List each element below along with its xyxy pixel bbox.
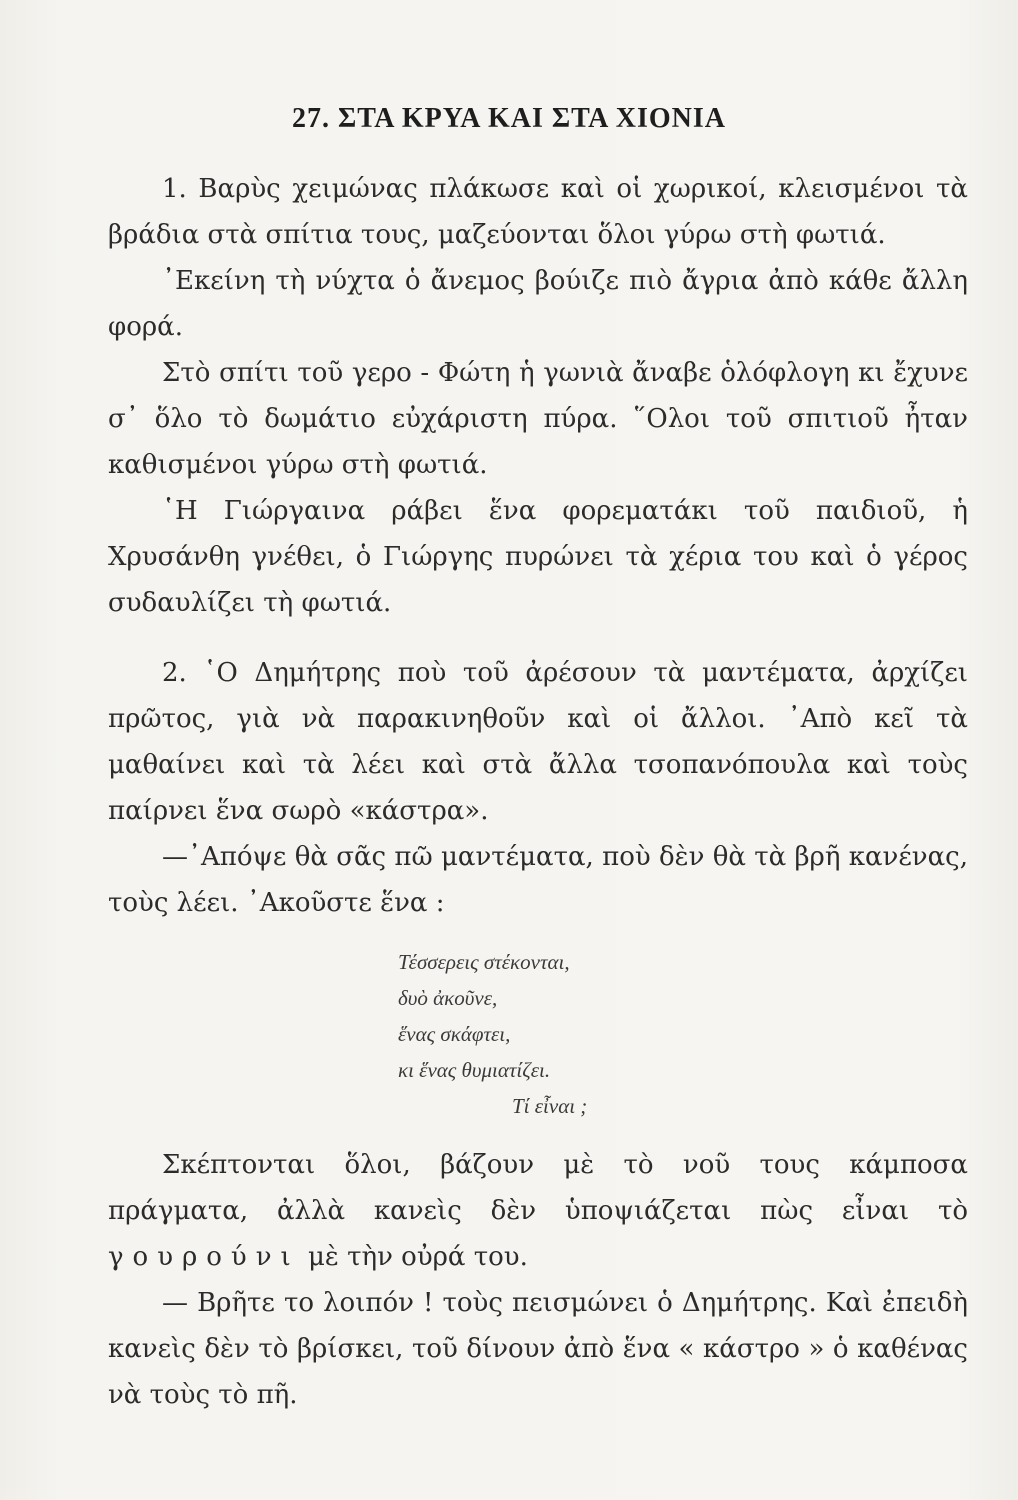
paragraph-5: 2. ῾Ο Δημήτρης ποὺ τοῦ ἀρέσουν τὰ μαντέματα, ἀρχίζει πρῶτος, γιὰ νὰ παρακινηθοῦν καὶ οἱ ἄλλοι. ᾽Απὸ κεῖ τὰ μαθαίνει καὶ τὰ λέει καὶ στὰ ἄλλα τσοπανόπουλα καὶ τοὺς παίρνει ἕνα σωρὸ «κάστρα». xyxy=(108,658,968,826)
paragraph-6: —᾽Απόψε θὰ σᾶς πῶ μαντέματα, ποὺ δὲν θὰ τὰ βρῆ κανένας, τοὺς λέει. ᾽Ακοῦστε ἕνα : xyxy=(108,842,968,918)
poem-line-3: ἕνας σκάφτει, xyxy=(398,1022,511,1046)
paragraph-7 xyxy=(108,1142,968,1280)
poem-line-4: κι ἕνας θυμιατίζει. xyxy=(398,1058,551,1082)
paragraph-1: 1. Βαρὺς χειμώνας πλάκωσε καὶ οἱ χωρικοί, κλεισμένοι τὰ βράδια στὰ σπίτια τους, μαζεύονται ὅλοι γύρω στὴ φωτιά. xyxy=(108,174,968,250)
poem-line-2: δυὸ ἀκοῦνε, xyxy=(398,986,498,1010)
poem-question: Τί εἶναι ; xyxy=(512,1094,588,1118)
paragraph-7-start: Σκέπτονται ὅλοι, βάζουν μὲ τὸ νοῦ τους κάμποσα πράγματα, ἀλλὰ κανεὶς δὲν ὑποψιάζεται πὼς εἶναι τὸ xyxy=(108,1150,968,1226)
paragraph-7-end: μὲ τὴν οὐρά του. xyxy=(308,1242,528,1272)
paragraph-4: ῾Η Γιώργαινα ράβει ἕνα φορεματάκι τοῦ παιδιοῦ, ἡ Χρυσάνθη γνέθει, ὁ Γιώργης πυρώνει τὰ χέρια του καὶ ὁ γέρος συδαυλίζει τὴ φωτιά. xyxy=(108,496,968,618)
chapter-body xyxy=(108,166,968,1418)
paragraph-8: — Βρῆτε το λοιπόν ! τοὺς πεισμώνει ὁ Δημήτρης. Καὶ ἐπειδὴ κανεὶς δὲν τὸ βρίσκει, τοῦ δίνουν ἀπὸ ἕνα « κάστρο » ὁ καθένας νὰ τοὺς τὸ πῆ. xyxy=(108,1288,968,1410)
riddle-poem xyxy=(398,944,968,1124)
paragraph-3: Στὸ σπίτι τοῦ γερο - Φώτη ἡ γωνιὰ ἄναβε ὁλόφλογη κι ἔχυνε σ᾽ ὅλο τὸ δωμάτιο εὐχάριστη πύρα. ῞Ολοι τοῦ σπιτιοῦ ἦταν καθισμένοι γύρω στὴ φωτιά. xyxy=(108,358,968,480)
poem-line-1: Τέσσερεις στέκονται, xyxy=(398,950,570,974)
answer-word: γουρούνι xyxy=(108,1242,300,1272)
chapter-title: 27. ΣΤΑ ΚΡΥΑ ΚΑΙ ΣΤΑ ΧΙΟΝΙΑ xyxy=(291,103,727,134)
paragraph-2: ᾽Εκείνη τὴ νύχτα ὁ ἄνεμος βούιζε πιὸ ἄγρια ἀπὸ κάθε ἄλλη φορά. xyxy=(108,266,968,342)
